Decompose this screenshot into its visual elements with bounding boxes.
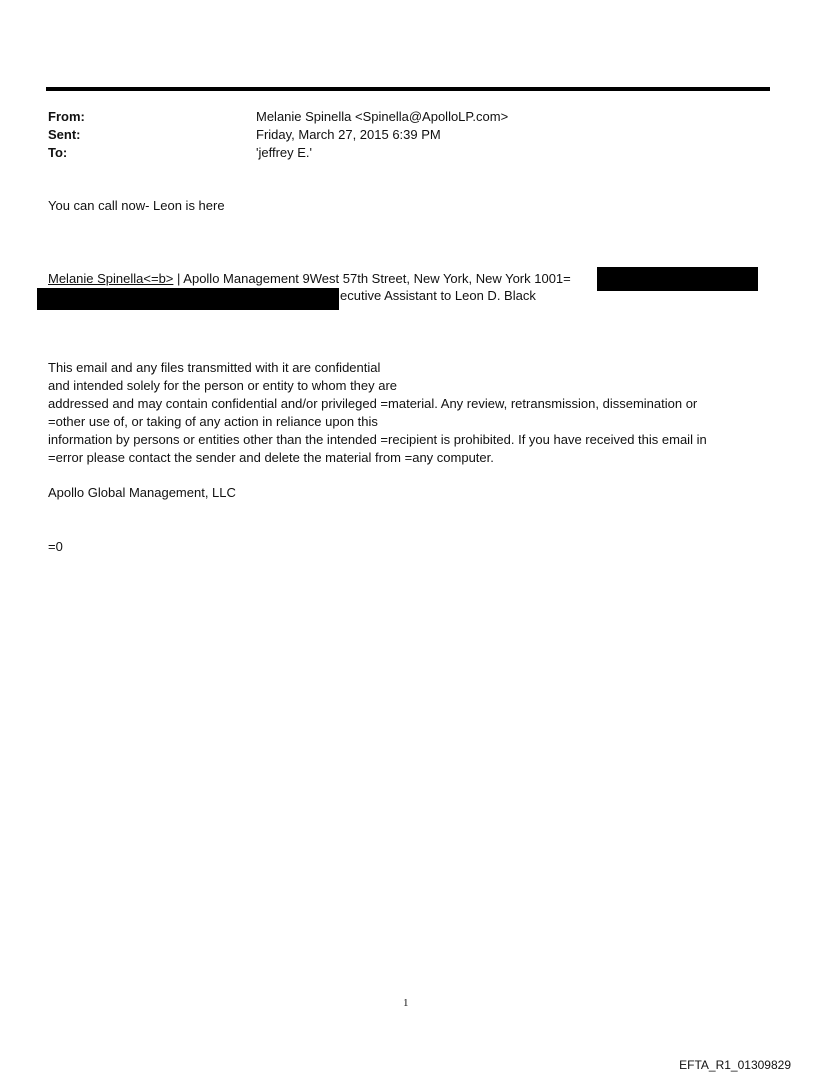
disclaimer-line: =error please contact the sender and delete the material from =any computer. xyxy=(48,450,494,465)
sent-value: Friday, March 27, 2015 6:39 PM xyxy=(256,127,441,142)
signature-line-2: ecutive Assistant to Leon D. Black xyxy=(340,288,536,303)
redaction-block-2 xyxy=(37,288,339,310)
company-name: Apollo Global Management, LLC xyxy=(48,485,236,500)
sent-label: Sent: xyxy=(48,127,81,142)
disclaimer-line: and intended solely for the person or entity to whom they are xyxy=(48,378,398,393)
page-number: 1 xyxy=(403,997,409,1009)
signature-line-1 xyxy=(48,270,571,288)
trailer-text: =0 xyxy=(48,539,63,554)
bates-number: EFTA_R1_01309829 xyxy=(679,1058,791,1072)
from-label: From: xyxy=(48,109,85,124)
disclaimer-line: information by persons or entities other than the intended =recipient is prohibited. If you have received this email in xyxy=(48,432,707,447)
signature-line-1-rest: | Apollo Management 9West 57th Street, New York, New York 1001= xyxy=(173,271,571,286)
to-value: 'jeffrey E.' xyxy=(256,145,313,160)
header-divider xyxy=(46,87,770,91)
to-label: To: xyxy=(48,145,68,160)
message-text: You can call now- Leon is here xyxy=(48,198,225,213)
disclaimer-line: =other use of, or taking of any action in reliance upon this xyxy=(48,414,378,429)
disclaimer-line: addressed and may contain confidential and/or privileged =material. Any review, retransmission, dissemination or xyxy=(48,396,698,411)
redaction-block-1 xyxy=(597,267,758,291)
confidentiality-disclaimer xyxy=(48,359,768,467)
disclaimer-line: This email and any files transmitted with it are confidential xyxy=(48,360,381,375)
from-value: Melanie Spinella <Spinella@ApolloLP.com> xyxy=(256,109,509,124)
signature-name: Melanie Spinella<=b> xyxy=(48,271,174,286)
